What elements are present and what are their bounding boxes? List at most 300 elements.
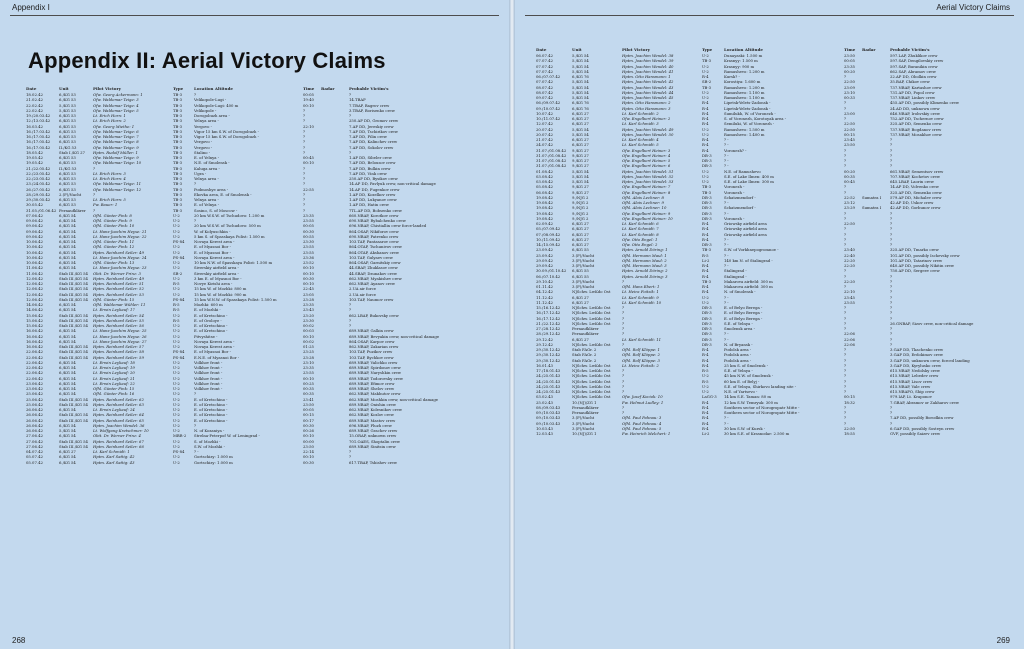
table-cell: 29.09.42 [536,263,553,269]
table-cell: 05.08.42 [536,184,553,190]
table-cell: Fernaufklärer [572,326,599,332]
table-cell: Hptm. Joachim Wendel: 42 [622,79,674,85]
table-cell: ? [890,273,893,279]
table-cell: 22.06.42 [26,359,43,365]
table-cell: ? - [724,415,729,421]
table-cell: U-2 [173,454,180,460]
table-cell: NJSchw. LwKdo Ost [572,389,611,395]
table-cell: U-2 [173,412,180,418]
table-cell: 15 km W. of Mozhki: 900 m [194,291,247,297]
table-cell: 05./07.09.42 [536,226,561,232]
table-cell: 579.AP DD, Michalev crew [890,194,942,200]
table-cell: 689.NBAP, Efimov crew [349,380,395,386]
table-cell: 9./NJG 2 [572,210,589,216]
table-cell: 12.07.42 [536,121,553,127]
table-cell: Lt. Erich Horn: 4 [93,176,126,182]
table-cell: N.E. of Smolensk - [194,160,230,166]
table-cell: 07.06.42 [26,212,43,218]
table-cell: NJSchw. LwKdo Ost [572,373,611,379]
table-cell: R-4 [702,347,709,353]
table-cell: Ofhl. Günter Fink: 12 [93,244,135,250]
table-cell: 26.06.42 [26,428,43,434]
table-cell: Ofw. Engelbert Heiner: 4 [622,152,671,158]
table-cell: 14.AP DD, Pavlyuk crew, non-critical damage [349,181,436,187]
table-cell: 22:52 [844,194,855,200]
table-cell: DB-3 [702,152,712,158]
table-cell: 23:43 [303,307,314,313]
table-cell: U-2 [173,407,180,413]
table-cell: 12.06.42 [26,275,43,281]
table-cell: Hptm. Reinhard Seiler: 57 [93,344,144,350]
table-cell: 01.11.42 [536,284,553,290]
table-cell: Hptm. Arnold Döring: 2 [622,268,668,274]
table-cell: Sumatra I [862,205,882,211]
table-cell: 9./NJG 2 [572,200,589,206]
table-cell: 6./KG 54 [59,459,76,465]
table-cell: Stalingrad - [724,273,747,279]
table-cell: Stab III./KG 54 [59,270,88,276]
table-cell: R-4 [702,263,709,269]
table-cell: R-4 [702,142,709,148]
table-cell: 08.07.42 [536,84,553,90]
table-cell: Volkhov front - [194,375,223,381]
table-cell: U-2 [173,244,180,250]
table-cell: Hptm. Arnold Döring: 3 [622,273,668,279]
table-cell: Stab III./KG 54 [59,443,88,449]
table-cell: U-2 [173,312,180,318]
table-cell: Lt. Erwin Leykauf: 19 [93,365,135,371]
table-cell: E. of Kretschino - [194,417,228,423]
table-cell: Stab III./KG 54 [59,438,88,444]
table-cell: Ofw. Engelbert Heiner: 10 [622,215,673,221]
table-cell: R-4 [702,289,709,295]
table-cell: 5./KG 53 [59,102,76,108]
table-cell: ? [844,284,847,290]
table-cell: 103.TAP, Naumov crew [349,296,394,302]
table-cell: 6./KG 53 [59,186,76,192]
table-cell: E. of Belyo Berega - [724,315,763,321]
table-cell: TB-3 [173,165,183,171]
table-cell: Ofw. Waldemar Teige: 9 [93,155,139,161]
table-cell: 1.AP DD, Hatin crew [349,202,389,208]
column-header: Pilot Victory [93,86,121,91]
table-cell: 3.TBAP, Borisenko crew [349,107,395,113]
table-cell: 14.AP DD, Fugenkov crew [349,186,400,192]
table-cell: ? [844,310,847,316]
table-cell: 27.06.42 [26,438,43,444]
table-cell: 325.AP DD, Semenko crew [890,121,942,127]
table-cell: 6./KG 53 [59,160,76,166]
table-cell: 23:35 [303,365,314,371]
table-cell: TB-3 [702,58,712,64]
table-cell: R-4 [702,352,709,358]
table-cell: N.E. of Ramushevo [724,168,761,174]
column-header: Date [536,47,547,52]
table-cell: 26.06.42 [26,412,43,418]
table-cell: 737.NBAP, Bogdanov crew [890,126,942,132]
table-cell: 22:50 [844,126,855,132]
table-cell: 35.BAP, Chikov crew [890,79,930,85]
table-cell: E. of Yelnya - [194,202,220,208]
table-cell: R-4 [702,362,709,368]
table-cell: 6./KG 54 [59,228,76,234]
table-cell: Dorogobuzh area - [194,113,230,119]
table-cell: TB-3 [702,84,712,90]
table-cell: 615.NBAP, Lebedev crew [890,373,939,379]
table-cell: 00:20 [844,68,855,74]
table-cell: 16./17.05.42 [26,144,51,150]
table-cell: E. of Belyo Berega - [724,305,763,311]
table-cell: 6./KG 53 [59,181,76,187]
table-cell: Podolsk area - [724,352,752,358]
table-cell: 5./KG 54 [572,53,589,59]
table-cell: 12 km S.W. Temryuk: 300 m [724,399,778,405]
table-cell: DB-3 [702,242,712,248]
table-cell: R-4 [702,357,709,363]
table-cell: 04.12.42 [536,289,553,295]
table-cell: 16./17.05.42 [26,134,51,140]
table-cell: 42.AP DD, Gorbunov crew [890,205,941,211]
table-cell: U-2 [173,370,180,376]
table-cell: 27.06.42 [26,433,43,439]
table-cell: MBR-2 [173,433,187,439]
table-cell: ? - [724,420,729,426]
table-cell: 7.AP DD, Filin crew [349,134,387,140]
table-cell: Hptm. Reinhard Seiler: 58 [93,349,144,355]
right-page-number: 269 [996,636,1010,645]
table-cell: U-2 [173,323,180,329]
table-cell: Lt. Karl Schmidt: 3 [622,121,659,127]
table-cell: 7.AP DD, Kalinchev crew [349,139,398,145]
table-cell: 07.07.42 [536,79,553,85]
table-cell: ? [844,242,847,248]
table-cell: S.E. of Yelnya, Shirkovo landing site - [724,383,797,389]
table-cell: 29.10.42 [536,278,553,284]
table-cell: 11.12.42 [536,299,553,305]
table-cell: NJSchw. LwKdo Ost [572,394,611,400]
table-cell: 862.NBAP, Zakarian crew [349,344,399,350]
table-cell: Hptm. Joachim Wendel: 51 [622,168,674,174]
table-cell: ? [844,362,847,368]
table-cell: 00:45 [844,179,855,185]
table-cell: DB-3 [702,336,712,342]
table-cell: ? [844,420,847,426]
table-cell: 689.NBAP, Todorovsky crew [349,375,404,381]
table-cell: 23:30 [303,239,314,245]
table-cell: Hptm. Reinhard Seiler: 52 [93,286,144,292]
table-cell: 23.06.42 [26,380,43,386]
table-cell: 661.NBAP, Sementsov crew [890,168,944,174]
table-cell: 250.AP DD, Gromov crew [349,118,399,124]
table-cell: 6./KG 53 [59,123,76,129]
table-cell: E. of Mozhki - [194,307,221,313]
table-cell: Schatzmendorf - [724,205,756,211]
table-cell: 7TL.AP DD, Bobsenko crew [349,207,402,213]
table-cell: 23:30 [303,317,314,323]
table-cell: Southern sector of Norogropatr Mitte - [724,410,800,416]
table-cell: NJSchw. LwKdo Ost [572,289,611,295]
table-cell: 23:55 [303,249,314,255]
table-cell: DB-3 [702,341,712,347]
table-cell: 09./10.03.43 [536,410,561,416]
column-header: Location Altitude [194,86,233,91]
table-cell: 25.06.42 [26,396,43,402]
table-cell: 864.OTAP, Akshanov crew [349,249,400,255]
table-cell: U-2 [173,286,180,292]
table-cell: 23:45 [844,137,855,143]
table-cell: ? [844,378,847,384]
table-cell: R-5 [173,317,180,323]
table-cell: ? [622,389,625,395]
table-cell: 19.05.42 [26,160,43,166]
table-cell: 23.06.42 [26,386,43,392]
table-cell: 27.06.42 [26,443,43,449]
table-cell: 00:03 [303,328,314,334]
table-cell: 5./KG 54 [572,89,589,95]
table-cell: Ofhl. Paul Pahnau: 5 [622,425,662,431]
table-cell: 00:10 [303,454,314,460]
table-cell: NJSchw. LwKdo Ost [572,320,611,326]
table-cell: 19.08.42 [536,215,553,221]
table-cell: 00:35 [844,173,855,179]
table-cell: ? [194,181,197,187]
table-cell: 737.NBAP, Linkov crew [890,95,936,101]
table-cell: ? [844,210,847,216]
table-cell: DB-3 [702,315,712,321]
table-cell: 45 km N.W. of Smolensk - [724,373,774,379]
table-cell: Stab III./KG 54 [59,396,88,402]
table-cell: S.W. of Mozhki - [194,443,225,449]
table-cell: PS-84 [173,239,185,245]
table-cell: 6./KG 53 [59,155,76,161]
table-cell: 6./KG 55 [572,273,589,279]
table-cell: TB-3 [702,184,712,190]
table-cell: Lt. Hans-Joachim Heyse: 26 [93,333,147,339]
table-cell: 00:10 [303,160,314,166]
table-cell: 6./KG 54 [59,249,76,255]
left-header-text: Appendix I [12,3,50,12]
table-cell: R-5 [173,307,180,313]
table-cell: ? [844,158,847,164]
table-cell: 06.07.42 [536,53,553,59]
table-cell: ? [93,207,96,213]
table-cell: ? [844,189,847,195]
table-cell: 9./KG 27 [572,184,589,190]
table-cell: ? [890,142,893,148]
table-cell: ? [303,134,306,140]
table-cell: 2.(F)/Nacht [59,191,82,197]
table-cell: Ramushevo: 1.500 m [724,126,765,132]
table-cell: 696.NBAP, Pluzh crew [349,422,392,428]
table-cell: 5./KG 54 [572,58,589,64]
table-cell: ? [303,165,306,171]
table-cell: Hptm. Joachim Wendel: 49 [622,126,674,132]
table-cell: 00:10 [303,333,314,339]
table-cell: 23:50 [303,401,314,407]
table-cell: ? [622,383,625,389]
table-cell: ? [890,299,893,305]
table-cell: Ramushevo: 1.200 m [724,84,765,90]
table-cell: Yergovo - [194,123,212,129]
column-header: Time [303,86,315,91]
table-cell: 5./KG 54 [572,79,589,85]
table-cell: Yelnya area - [194,197,219,203]
table-cell: ? [622,320,625,326]
table-cell: U-2 [702,131,709,137]
table-cell: Krasnyy: 900 m [724,63,755,69]
table-cell: 00:10 [303,375,314,381]
table-cell: 6./KG 53 [59,197,76,203]
table-cell: 26.06.42 [26,422,43,428]
table-cell: 5 km S. of Spasskaya Polist: 1.500 m [194,233,265,239]
table-cell: Stab III./KG 54 [59,291,88,297]
table-cell: 6./KG 53 [59,139,76,145]
table-cell: 15 km W.N.W. of Spasskaya Polist: 1.500 m [194,296,277,302]
table-cell: Ofw. Josef Kociok: 10 [622,394,663,400]
table-cell: 3.(F)/Nacht [572,415,595,421]
table-cell: 23:40 [844,247,855,253]
table-cell: Korostiya: 1.600 m [724,79,761,85]
table-cell: 6./KG 27 [572,116,589,122]
table-cell: R-4 [702,116,709,122]
table-cell: Lt. Wolfgang Kretschmer: 10 [93,428,149,434]
table-cell: 23:20 [303,312,314,318]
table-cell: 6./KG 55 [572,247,589,253]
table-cell: TB-3 [173,128,183,134]
table-cell: S. of Voronezh, Korotoyak area - [724,116,787,122]
table-cell: 6./KG 54 [59,338,76,344]
table-cell: U-2 [173,401,180,407]
table-cell: ? [349,449,352,455]
table-cell: Hptm. Reinhard Seiler: 51 [93,281,144,287]
table-cell: 15.ORAP, unknown crew [349,433,397,439]
table-cell: 02.09.42 [536,221,553,227]
table-cell: TB-3 [173,207,183,213]
table-cell: 22./23.05.42 [26,176,51,182]
table-cell: 15./16.12.42 [536,305,561,311]
table-cell: 5./KG 54 [572,179,589,185]
table-cell: PS-84 [173,296,185,302]
table-cell: 979.IAP, Lt. Kraponov [890,394,932,400]
table-cell: 701.OAES, Shoptalin crew [349,438,401,444]
table-cell: U-2 [173,333,180,339]
table-cell: TB-3 [173,102,183,108]
table-cell: 690.NBAP, Patrenko crew [349,233,399,239]
table-cell: Hptm. Joachim Wendel: 52 [622,173,674,179]
table-cell: NJSchw. LwKdo Ost [572,368,611,374]
table-cell: 25 km S. of Smolensk - [724,362,769,368]
table-cell: Hptm. Reinhard Seiler: 65 [93,417,144,423]
table-cell: 24./25.01.43 [536,373,561,379]
table-cell: Pw. Bauer: 1 [93,202,118,208]
table-cell: Stab III./KG 54 [59,344,88,350]
table-cell: R-4 [702,137,709,143]
table-cell: Ofw. Otto Engel: 1 [622,236,658,242]
table-cell: 752.AP DD, Tschernov crew [890,116,944,122]
table-cell: 3.(F)/Nacht [572,263,595,269]
table-cell: 14 km S.E. Taman: 80 m [724,394,771,400]
table-cell: 7.AP DD, Jereskiy crew [349,123,394,129]
table-cell: ? [890,310,893,316]
table-cell: TB-3 [173,118,183,124]
table-cell: 615.NBAP, Nedolsky crew [890,368,941,374]
table-cell: 9./NJG 2 [572,215,589,221]
table-cell: 14.TBAP [349,97,366,103]
table-cell: 10.06.42 [26,239,43,245]
table-cell: Ofhl. Günter Fink: 16 [93,391,135,397]
table-cell: Novye Kirishi area - [194,281,233,287]
table-cell: Strelna-Peterpof W. of Leningrad - [194,433,260,439]
table-cell: E. of Kretschino - [194,312,228,318]
table-cell: 10.03.43 [536,425,553,431]
table-cell: E. of Kretschino - [194,401,228,407]
table-cell: 689.NBAP, Spirdonov crew [349,365,401,371]
table-cell: Lt. Karl Schmidt: 6 [622,221,659,227]
table-cell: 646.NBAP, Irohvskiy crew [890,110,940,116]
table-cell: ? [303,170,306,176]
table-cell: ? [303,181,306,187]
table-cell: 6./KG 54 [59,454,76,460]
table-cell [321,460,349,465]
table-cell: ? [194,422,197,428]
table-cell: ? - [724,163,729,169]
table-cell: 15.06.42 [26,312,43,318]
table-cell: 22:40 [844,252,855,258]
table-cell: ? [844,383,847,389]
table-cell: TB-3 [173,176,183,182]
table-cell: Ekovka area, E. of Smolensk - [194,191,252,197]
table-cell: U-2 [173,338,180,344]
table-cell: R-5 [702,252,709,258]
table-cell: Yelnya area - [194,176,219,182]
table-cell: Lt. Erwin Leykauf: 22 [93,380,135,386]
table-cell: 30 km S.E. of Krasnodar: 2.500 m [724,431,790,437]
table-cell: ? [844,74,847,80]
table-cell: 9./KG 27 [572,147,589,153]
table-cell: Ofhl. Günter Fink: 9 [93,218,132,224]
table-cell: Griowsky airfield area [724,226,767,232]
table-cell: Stab III./KG 54 [59,354,88,360]
table-cell: 6./KG 54 [59,239,76,245]
table-cell: Novaya Kerest area - [194,239,235,245]
left-running-header [0,0,509,16]
table-cell: 16.06.42 [26,328,43,334]
table-cell: 5./KG 54 [59,428,76,434]
page-title: Appendix II: Aerial Victory Claims [28,48,386,73]
table-cell: Stab III./KG 54 [59,286,88,292]
table-cell: 3.(F)/Nacht [572,252,595,258]
table-cell: ? [93,165,96,171]
table-cell: Griowsky airfield area [724,231,767,237]
table-cell: 707.NBAP, Kochetov crew [890,173,940,179]
table-cell: ? [844,105,847,111]
table-cell: 3.GAP DD, Erdokimov crew [890,352,944,358]
table-cell: 2.UA air force [349,291,377,297]
table-cell: 31.07./01.08.42 [536,147,567,153]
table-cell: Yelnya area - [194,118,219,124]
table-cell: 01.08.42 [536,168,553,174]
table-cell: ? [349,92,352,98]
table-cell: II./KG 53 [59,144,77,150]
table-cell: 29./30.05.42 [26,197,51,203]
table-cell: Voronezh - [724,189,745,195]
table-cell: Stab FAGr. 2 [572,352,597,358]
table-cell: DB-3 [702,200,712,206]
table-cell: Fw. Heinrich Melchert: 1 [622,431,671,437]
table-cell: ? [890,289,893,295]
table-cell: 21.07.42 [536,137,553,143]
table-cell: Ofhl. Waldemar Wühler: 11 [93,302,146,308]
